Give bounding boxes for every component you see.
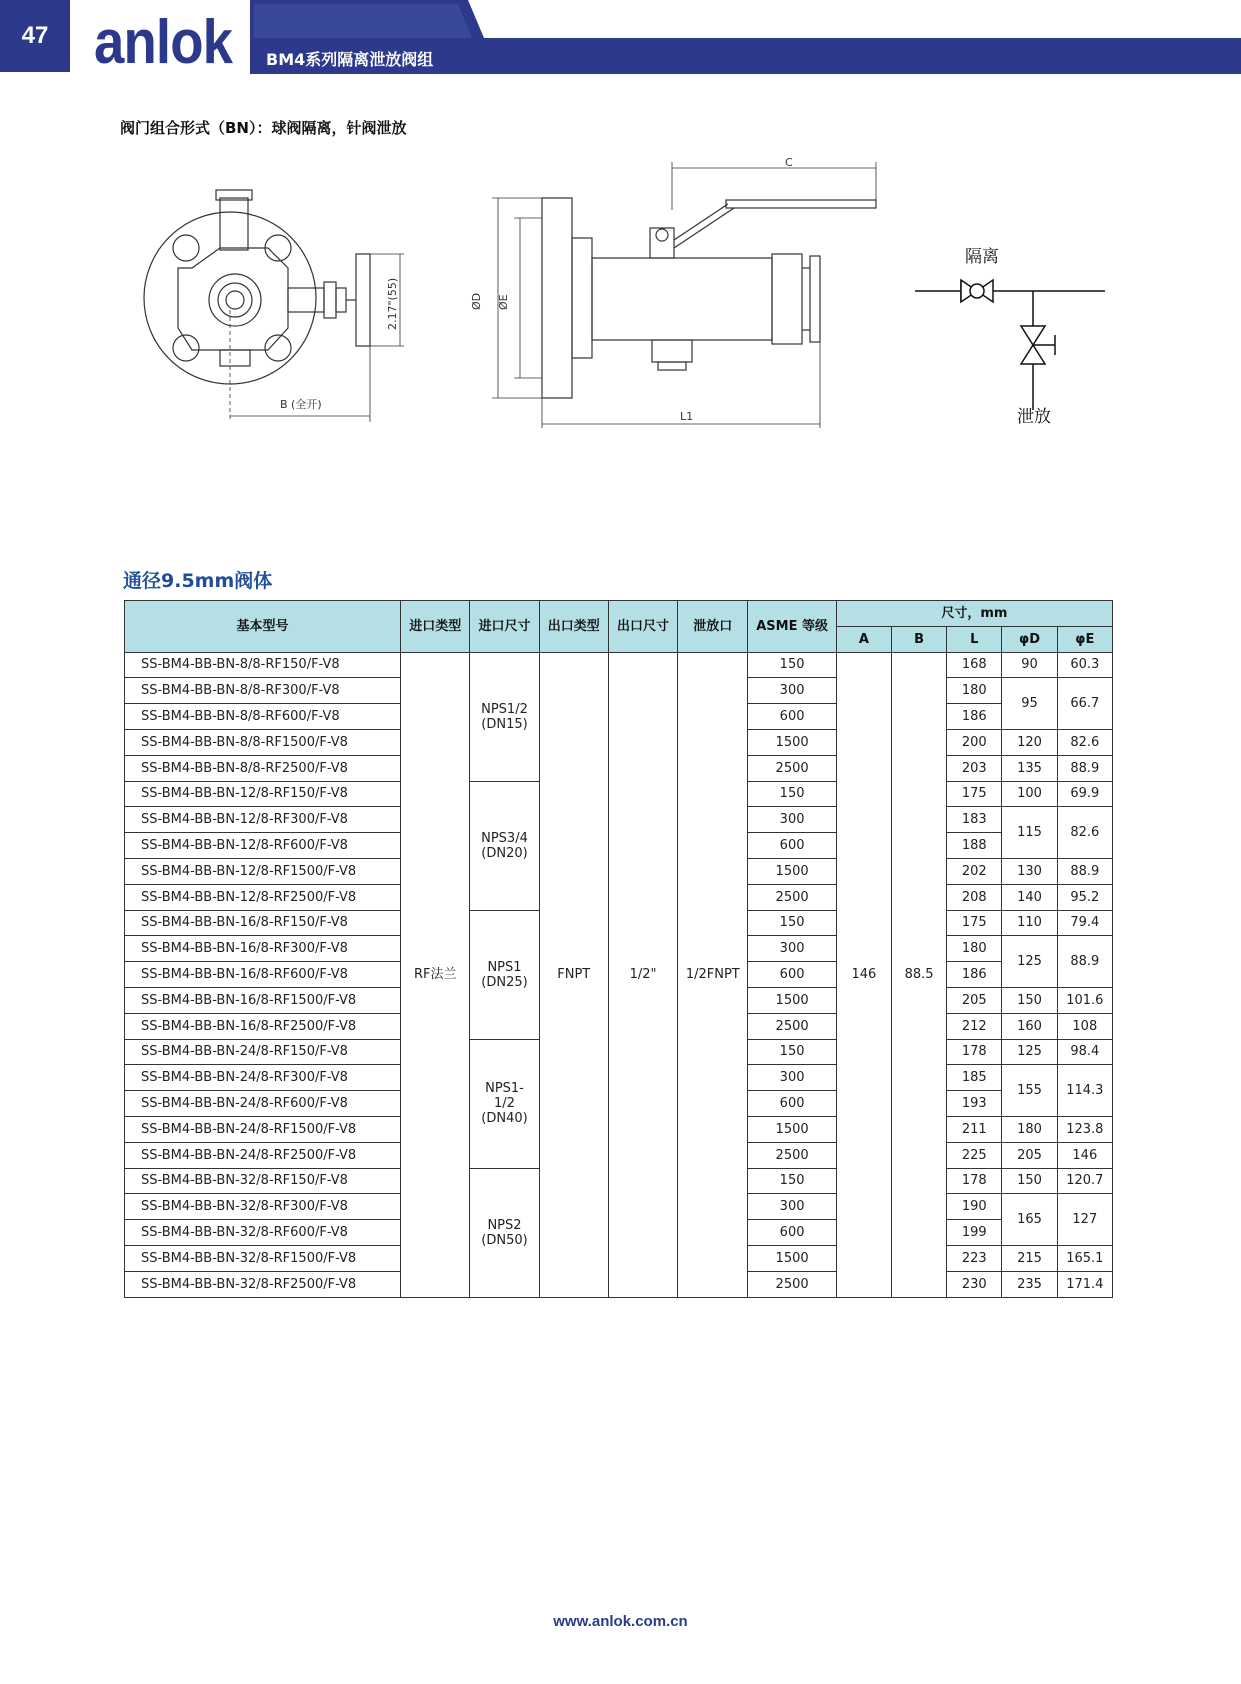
- dim-l-cell: 203: [947, 755, 1002, 781]
- inlet-size-cell: NPS1- 1/2 (DN40): [470, 1039, 539, 1168]
- dim-d-cell: 125: [1002, 1039, 1057, 1065]
- dim-e-cell: 95.2: [1057, 884, 1112, 910]
- model-cell: SS-BM4-BB-BN-24/8-RF1500/F-V8: [125, 1116, 401, 1142]
- dim-l-cell: 200: [947, 729, 1002, 755]
- dim-e-cell: 165.1: [1057, 1245, 1112, 1271]
- dim-e-cell: 79.4: [1057, 910, 1112, 936]
- valve-drawing: [130, 150, 910, 440]
- asme-cell: 300: [748, 1194, 836, 1220]
- dim-d-cell: 120: [1002, 729, 1057, 755]
- asme-cell: 600: [748, 962, 836, 988]
- asme-cell: 2500: [748, 884, 836, 910]
- brand-logo: anlok: [94, 8, 233, 77]
- dim-l-cell: 178: [947, 1168, 1002, 1194]
- inlet-size-cell: NPS2 (DN50): [470, 1168, 539, 1297]
- header-inlet-type: 进口类型: [401, 601, 470, 653]
- dim-l-cell: 186: [947, 704, 1002, 730]
- asme-cell: 2500: [748, 1142, 836, 1168]
- asme-cell: 600: [748, 833, 836, 859]
- model-cell: SS-BM4-BB-BN-8/8-RF2500/F-V8: [125, 755, 401, 781]
- inlet-size-cell: NPS3/4 (DN20): [470, 781, 539, 910]
- header-asme: ASME 等级: [748, 601, 836, 653]
- dim-l-cell: 175: [947, 781, 1002, 807]
- model-cell: SS-BM4-BB-BN-24/8-RF150/F-V8: [125, 1039, 401, 1065]
- dim-d-cell: 110: [1002, 910, 1057, 936]
- model-cell: SS-BM4-BB-BN-12/8-RF2500/F-V8: [125, 884, 401, 910]
- dim-e-cell: 127: [1057, 1194, 1112, 1246]
- asme-cell: 2500: [748, 1013, 836, 1039]
- dim-d-cell: 90: [1002, 652, 1057, 678]
- dim-d-cell: 160: [1002, 1013, 1057, 1039]
- dim-d-cell: 215: [1002, 1245, 1057, 1271]
- dim-d-cell: 155: [1002, 1065, 1057, 1117]
- dim-l-cell: 178: [947, 1039, 1002, 1065]
- outlet-type-cell: FNPT: [539, 652, 608, 1297]
- model-cell: SS-BM4-BB-BN-32/8-RF150/F-V8: [125, 1168, 401, 1194]
- dim-l-cell: 193: [947, 1091, 1002, 1117]
- dim-217-label: 2.17"(55): [386, 277, 399, 330]
- dim-d-cell: 165: [1002, 1194, 1057, 1246]
- model-cell: SS-BM4-BB-BN-12/8-RF600/F-V8: [125, 833, 401, 859]
- table-row: [125, 652, 1113, 678]
- dim-l-cell: 225: [947, 1142, 1002, 1168]
- dim-e-cell: 146: [1057, 1142, 1112, 1168]
- dim-e-cell: 69.9: [1057, 781, 1112, 807]
- dim-e-cell: 88.9: [1057, 936, 1112, 988]
- header-model: 基本型号: [125, 601, 401, 653]
- dim-e-label: ØE: [497, 294, 510, 310]
- valve-schematic: [915, 240, 1115, 430]
- header-d: φD: [1002, 626, 1057, 652]
- dim-l-cell: 230: [947, 1271, 1002, 1297]
- model-cell: SS-BM4-BB-BN-12/8-RF150/F-V8: [125, 781, 401, 807]
- dim-e-cell: 88.9: [1057, 755, 1112, 781]
- header-vent: 泄放口: [678, 601, 748, 653]
- section-title: 阀门组合形式（BN）：球阀隔离，针阀泄放: [120, 119, 407, 137]
- header-a: A: [836, 626, 891, 652]
- dim-e-cell: 171.4: [1057, 1271, 1112, 1297]
- dim-d-cell: 140: [1002, 884, 1057, 910]
- dim-e-cell: 108: [1057, 1013, 1112, 1039]
- asme-cell: 150: [748, 910, 836, 936]
- dim-l-cell: 212: [947, 1013, 1002, 1039]
- asme-cell: 2500: [748, 1271, 836, 1297]
- asme-cell: 600: [748, 704, 836, 730]
- asme-cell: 1500: [748, 1116, 836, 1142]
- vent-label: 泄放: [1017, 407, 1051, 427]
- header-outlet-size: 出口尺寸: [608, 601, 677, 653]
- asme-cell: 300: [748, 1065, 836, 1091]
- dim-e-cell: 101.6: [1057, 987, 1112, 1013]
- model-cell: SS-BM4-BB-BN-8/8-RF600/F-V8: [125, 704, 401, 730]
- model-cell: SS-BM4-BB-BN-8/8-RF1500/F-V8: [125, 729, 401, 755]
- model-cell: SS-BM4-BB-BN-8/8-RF150/F-V8: [125, 652, 401, 678]
- dim-b-label: B (全开): [280, 398, 322, 411]
- dim-d-cell: 180: [1002, 1116, 1057, 1142]
- dim-l-cell: 208: [947, 884, 1002, 910]
- dim-d-label: ØD: [470, 292, 483, 310]
- dim-d-cell: 115: [1002, 807, 1057, 859]
- dim-d-cell: 100: [1002, 781, 1057, 807]
- model-cell: SS-BM4-BB-BN-24/8-RF300/F-V8: [125, 1065, 401, 1091]
- asme-cell: 2500: [748, 755, 836, 781]
- model-cell: SS-BM4-BB-BN-16/8-RF600/F-V8: [125, 962, 401, 988]
- dim-e-cell: 88.9: [1057, 858, 1112, 884]
- model-cell: SS-BM4-BB-BN-32/8-RF2500/F-V8: [125, 1271, 401, 1297]
- dim-d-cell: 235: [1002, 1271, 1057, 1297]
- model-cell: SS-BM4-BB-BN-32/8-RF1500/F-V8: [125, 1245, 401, 1271]
- dim-b-cell: 88.5: [891, 652, 946, 1297]
- model-cell: SS-BM4-BB-BN-16/8-RF300/F-V8: [125, 936, 401, 962]
- dim-d-cell: 205: [1002, 1142, 1057, 1168]
- asme-cell: 150: [748, 1168, 836, 1194]
- model-cell: SS-BM4-BB-BN-24/8-RF600/F-V8: [125, 1091, 401, 1117]
- dim-d-cell: 125: [1002, 936, 1057, 988]
- header-b: B: [891, 626, 946, 652]
- header-dims: 尺寸，mm: [836, 601, 1112, 627]
- asme-cell: 300: [748, 936, 836, 962]
- dim-l-cell: 180: [947, 936, 1002, 962]
- asme-cell: 1500: [748, 858, 836, 884]
- bore-subhead: 通径9.5mm阀体: [123, 570, 273, 592]
- dim-d-cell: 150: [1002, 1168, 1057, 1194]
- dim-l-cell: 211: [947, 1116, 1002, 1142]
- header-e: φE: [1057, 626, 1112, 652]
- header-outlet-type: 出口类型: [539, 601, 608, 653]
- dim-l-cell: 205: [947, 987, 1002, 1013]
- vent-cell: 1/2FNPT: [678, 652, 748, 1297]
- asme-cell: 150: [748, 781, 836, 807]
- inlet-size-cell: NPS1/2 (DN15): [470, 652, 539, 781]
- dim-e-cell: 82.6: [1057, 729, 1112, 755]
- dim-d-cell: 135: [1002, 755, 1057, 781]
- header-l: L: [947, 626, 1002, 652]
- flange-front-view: [144, 212, 316, 384]
- dim-e-cell: 123.8: [1057, 1116, 1112, 1142]
- model-cell: SS-BM4-BB-BN-32/8-RF300/F-V8: [125, 1194, 401, 1220]
- outlet-size-cell: 1/2": [608, 652, 677, 1297]
- dim-e-cell: 60.3: [1057, 652, 1112, 678]
- dim-a-cell: 146: [836, 652, 891, 1297]
- model-cell: SS-BM4-BB-BN-24/8-RF2500/F-V8: [125, 1142, 401, 1168]
- asme-cell: 150: [748, 652, 836, 678]
- asme-cell: 150: [748, 1039, 836, 1065]
- asme-cell: 1500: [748, 987, 836, 1013]
- dim-e-cell: 98.4: [1057, 1039, 1112, 1065]
- dim-l-cell: 188: [947, 833, 1002, 859]
- dim-l-cell: 180: [947, 678, 1002, 704]
- dim-l-cell: 175: [947, 910, 1002, 936]
- model-cell: SS-BM4-BB-BN-8/8-RF300/F-V8: [125, 678, 401, 704]
- footer-url: www.anlok.com.cn: [553, 1613, 688, 1630]
- model-cell: SS-BM4-BB-BN-16/8-RF2500/F-V8: [125, 1013, 401, 1039]
- dim-e-cell: 66.7: [1057, 678, 1112, 730]
- model-cell: SS-BM4-BB-BN-16/8-RF1500/F-V8: [125, 987, 401, 1013]
- model-cell: SS-BM4-BB-BN-32/8-RF600/F-V8: [125, 1220, 401, 1246]
- asme-cell: 300: [748, 678, 836, 704]
- asme-cell: 600: [748, 1091, 836, 1117]
- dim-e-cell: 114.3: [1057, 1065, 1112, 1117]
- model-cell: SS-BM4-BB-BN-12/8-RF1500/F-V8: [125, 858, 401, 884]
- isolate-label: 隔离: [965, 247, 999, 267]
- page-number: 47: [0, 0, 70, 72]
- asme-cell: 1500: [748, 1245, 836, 1271]
- dim-l-cell: 199: [947, 1220, 1002, 1246]
- dim-c-label: C: [785, 156, 793, 169]
- dim-d-cell: 150: [1002, 987, 1057, 1013]
- dim-l-cell: 223: [947, 1245, 1002, 1271]
- header-inlet-size: 进口尺寸: [470, 601, 539, 653]
- model-cell: SS-BM4-BB-BN-12/8-RF300/F-V8: [125, 807, 401, 833]
- model-cell: SS-BM4-BB-BN-16/8-RF150/F-V8: [125, 910, 401, 936]
- flange-side-view: [542, 198, 572, 398]
- inlet-type-cell: RF法兰: [401, 652, 470, 1297]
- dim-l-cell: 168: [947, 652, 1002, 678]
- dim-l-cell: 202: [947, 858, 1002, 884]
- dim-d-cell: 95: [1002, 678, 1057, 730]
- asme-cell: 600: [748, 1220, 836, 1246]
- dim-l-cell: 190: [947, 1194, 1002, 1220]
- dim-e-cell: 120.7: [1057, 1168, 1112, 1194]
- dim-l1-label: L1: [680, 410, 694, 423]
- asme-cell: 300: [748, 807, 836, 833]
- dim-l-cell: 183: [947, 807, 1002, 833]
- dim-l-cell: 185: [947, 1065, 1002, 1091]
- dim-d-cell: 130: [1002, 858, 1057, 884]
- dim-e-cell: 82.6: [1057, 807, 1112, 859]
- series-title: BM4系列隔离泄放阀组: [266, 50, 434, 69]
- spec-table: [124, 600, 1113, 1298]
- asme-cell: 1500: [748, 729, 836, 755]
- dim-l-cell: 186: [947, 962, 1002, 988]
- inlet-size-cell: NPS1 (DN25): [470, 910, 539, 1039]
